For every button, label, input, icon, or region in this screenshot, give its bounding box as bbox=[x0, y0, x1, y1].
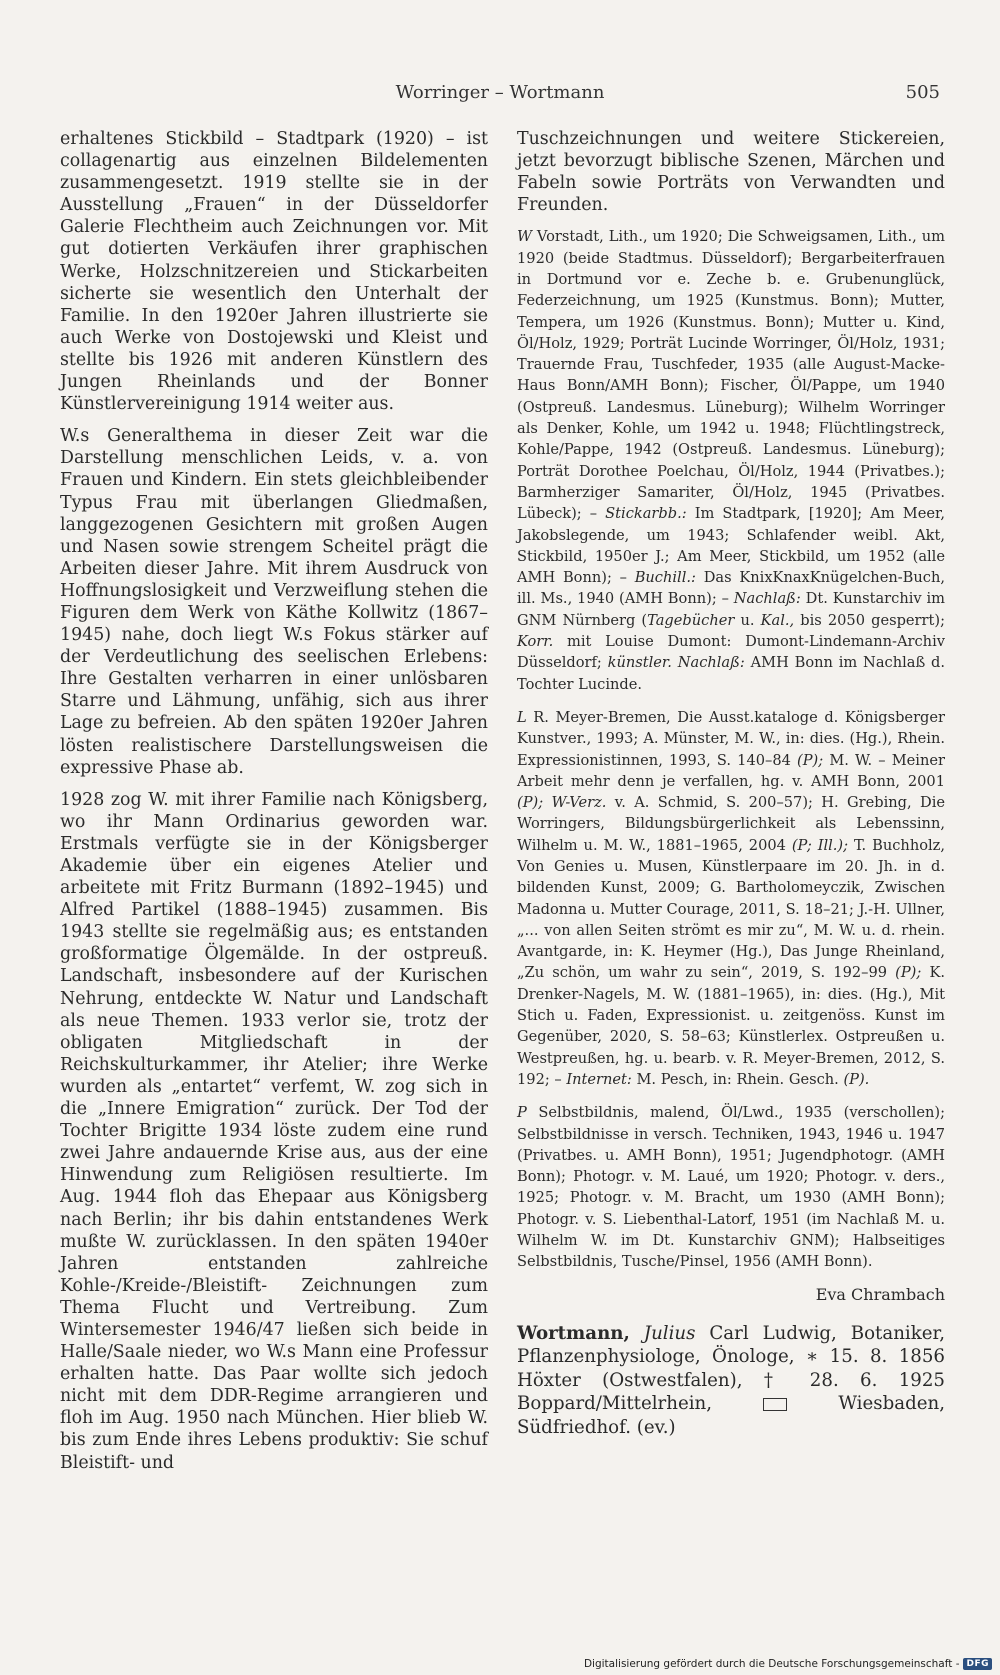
funding-footer bbox=[584, 1658, 992, 1670]
running-title: Worringer – Wortmann bbox=[395, 82, 605, 103]
author-signature: Eva Chrambach bbox=[815, 1284, 945, 1304]
paragraph: Tuschzeichnungen und weitere Stickereien, jetzt bevorzugt biblische Szenen, Märchen und Fabeln sowie Porträts von Verwandten und Freunden. bbox=[517, 129, 945, 216]
portraits-section: P Selbstbildnis, malend, Öl/Lwd., 1935 (verschollen); Selbstbildnisse in versch. Techniken, 1943, 1946 u. 1947 (Privatbes. u. AMH Bonn), 1951; Jugendphotogr. (AMH Bonn); Photogr. v. M. Laué, um 1920; Photogr. v. ders., 1925; Photogr. v. M. Bracht, um 1930 (AMH Bonn); Photogr. v. S. Liebenthal-Latorf, 1951 (im Nachlaß M. u. Wilhelm W. im Dt. Kunstarchiv GNM); Halbseitiges Selbstbildnis, Tusche/Pinsel, 1956 (AMH Bonn). bbox=[517, 1104, 945, 1271]
works-section: W Vorstadt, Lith., um 1920; Die Schweigsamen, Lith., um 1920 (beide Stadtmus. Düsseldorf); Bergarbeiterfrauen in Dortmund vor e. Zeche b. e. Grubenunglück, Federzeichnung, um 1925 (Kunstmus. Bonn); Mutter, Tempera, um 1926 (Kunstmus. Bonn); Mutter u. Kind, Öl/Holz, 1929; Porträt Lucinde Worringer, Öl/Holz, 1931; Trauernde Frau, Tuschfeder, 1935 (alle August-Macke-Haus Bonn/AMH Bonn); Fischer, Öl/Pappe, um 1940 (Ostpreuß. Landesmus. Lüneburg); Wilhelm Worringer als Denker, Kohle, um 1942 u. 1948; Flüchtlingstreck, Kohle/Pappe, 1942 (Ostpreuß. Landesmus. Lüneburg); Porträt Dorothee Poelchau, Öl/Holz, 1944 (Privatbes.); Barmherziger Samariter, Öl/Holz, 1945 (Privatbes. Lübeck); – Stickarbb.: Im Stadtpark, [1920]; Am Meer, Jakobslegende, um 1943; Schlafender weibl. Akt, Stickbild, 1950er J.; Am Meer, Stickbild, um 1952 (alle AMH Bonn); – Buchill.: Das KnixKnaxKnügelchen-Buch, ill. Ms., 1940 (AMH Bonn); – Nachlaß: Dt. Kunstarchiv im GNM Nürnberg (Tagebücher u. Kal., bis 2050 gesperrt); Korr. mit Louise Dumont: Dumont-Lindemann-Archiv Düsseldorf; künstler. Nachlaß: AMH Bonn im Nachlaß d. Tochter Lucinde. bbox=[517, 228, 945, 693]
entry-surname: Wortmann, bbox=[517, 1322, 630, 1344]
paragraph: erhaltenes Stickbild – Stadtpark (1920) – ist collagenartig aus einzelnen Bildelementen zusammengesetzt. 1919 stellte sie in der Ausstellung „Frauen“ in der Düsseldorfer Galerie Flechtheim auch Zeichnungen vor. Mit gut dotierten Verkäufen ihrer graphischen Werke, Holzschnitzereien und Stickarbeiten sicherte sie wesentlich den Unterhalt der Familie. In den 1920er Jahren illustrierte sie auch Werke von Dostojewski und Kleist und stellte bis 1926 mit anderen Künstlern des Jungen Rheinlands und der Bonner Künstlervereinigung 1914 weiter aus. bbox=[60, 129, 488, 415]
running-header bbox=[60, 82, 940, 110]
left-column bbox=[60, 128, 488, 1484]
portraits-lead: P bbox=[517, 1104, 527, 1122]
literature-section: L R. Meyer-Bremen, Die Ausst.kataloge d. Königsberger Kunstver., 1993; A. Münster, M. W., in: dies. (Hg.), Rhein. Expressionistinnen, 1993, S. 140–84 (P); M. W. – Meiner Arbeit mehr denn je verfallen, hg. v. AMH Bonn, 2001 (P); W-Verz. v. A. Schmid, S. 200–57); H. Grebing, Die Worringers, Bildungsbürgerlichkeit als Lebenssinn, Wilhelm u. M. W., 1881–1965, 2004 (P; Ill.); T. Buchholz, Von Genies u. Musen, Künstlerpaare im 20. Jh. in d. bildenden Kunst, 2009; G. Bartholomeyczik, Zwischen Madonna u. Mutter Courage, 2011, S. 18–21; J.-H. Ullner, „... von allen Seiten strömt es mir zu“, M. W. u. d. rhein. Avantgarde, in: K. Heymer (Hg.), Das Junge Rheinland, „Zu schön, um wahr zu sein“, 2019, S. 192–99 (P); K. Drenker-Nagels, M. W. (1881–1965), in: dies. (Hg.), Mit Stich u. Faden, Expressionist. u. zeitgenöss. Kunst im Gegenüber, 2020, S. 58–63; Künstlerlex. Ostpreußen u. Westpreußen, hg. u. bearb. v. R. Meyer-Bremen, 2012, S. 192; – Internet: M. Pesch, in: Rhein. Gesch. (P). bbox=[517, 708, 945, 1088]
works-lead: W bbox=[517, 228, 532, 246]
footer-text: Digitalisierung gefördert durch die Deutsche Forschungsgemeinschaft - bbox=[583, 1658, 960, 1670]
page-number: 505 bbox=[905, 82, 940, 103]
paragraph: 1928 zog W. mit ihrer Familie nach Königsberg, wo ihr Mann Ordinarius geworden war. Erstmals verfügte sie in der Königsberger Akademie über ein eigenes Atelier und arbeitete mit Fritz Burmann (1892–1945) und Alfred Partikel (1888–1945) zusammen. Bis 1943 stellte sie regelmäßig aus; es entstanden großformatige Ölgemälde. In der ostpreuß. Landschaft, insbesondere auf der Kurischen Nehrung, entdeckte W. Natur und Landschaft als neue Themen. 1933 verlor sie, trotz der obligaten Mitgliedschaft in der Reichskulturkammer, ihr Atelier; ihre Werke wurden als „entartet“ verfemt, W. zog sich in die „Innere Emigration“ zurück. Der Tod der Tochter Brigitte 1934 löste zudem eine rund zwei Jahre andauernde Krise aus, aus der eine Hinwendung zum Religiösen resultierte. Im Aug. 1944 floh das Ehepaar aus Königsberg nach Berlin; ihr bis dahin entstandenes Werk mußte W. zurücklassen. In den späten 1940er Jahren entstanden zahlreiche Kohle-/Kreide-/Bleistift- Zeichnungen zum Thema Flucht und Vertreibung. Zum Wintersemester 1946/47 ließen sich beide in Halle/Saale nieder, wo W.s Mann eine Professur erhalten hatte. Das Paar wollte sich jedoch nicht mit dem DDR-Regime arrangieren und floh im Aug. 1950 nach München. Hier blieb W. bis zum Ende ihres Lebens produktiv: Sie schuf Bleistift- und bbox=[60, 789, 488, 1473]
burial-symbol-icon bbox=[763, 1398, 787, 1411]
entry-given-name: Julius bbox=[643, 1322, 696, 1344]
literature-lead: L bbox=[517, 708, 527, 726]
paragraph: W.s Generalthema in dieser Zeit war die Darstellung menschlichen Leids, v. a. von Frauen und Kindern. Ein stets gleichbleibender Typus Frau mit überlangen Gliedmaßen, langgezogenen Gesichtern mit großen Augen und Nasen sowie strengem Scheitel prägt die Arbeiten dieser Jahre. Mit ihrem Ausdruck von Hoffnungslosigkeit und Verzweiflung stehen die Figuren dem Werk von Käthe Kollwitz (1867–1945) nahe, doch liegt W.s Fokus stärker auf der Verdeutlichung des seelischen Erlebens: Ihre Gestalten verharren in einer unlösbaren Starre und Lähmung, unfähig, sich aus ihrer Lage zu befreien. Ab den späten 1920er Jahren lösten realistischere Darstellungsweisen die expressive Phase ab. bbox=[60, 426, 488, 778]
right-column bbox=[517, 128, 945, 1450]
new-entry-heading: Wortmann, Julius Carl Ludwig, Botaniker, Pflanzenphysiologe, Önologe, ∗ 15. 8. 1856 Höxter (Ostwestfalen), † 28. 6. 1925 Boppard/Mittelrhein, Wiesbaden, Südfriedhof. (ev.) bbox=[517, 1322, 945, 1438]
dfg-logo: DFG bbox=[963, 1658, 992, 1670]
